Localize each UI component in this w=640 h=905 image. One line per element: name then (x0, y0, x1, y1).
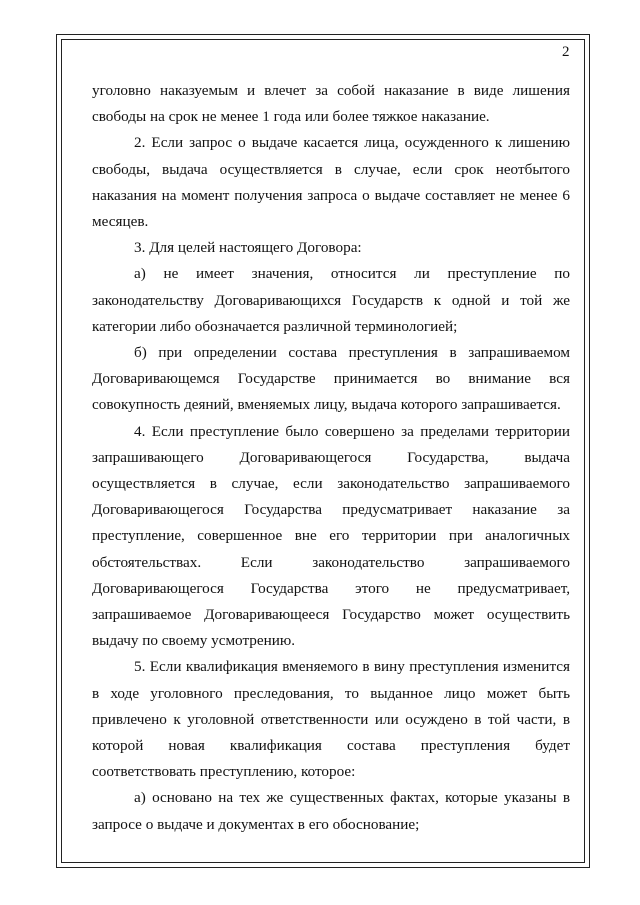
paragraph-item-4: 4. Если преступление было совершено за пределами территории запрашивающего Договаривающегося Государства, выдача осуществляется в случае, если законодательство запрашиваемого Договаривающегося Государства предусматривает наказание за преступление, совершенное вне его территории при аналогичных обстоятельствах. Если законодательство запрашиваемого Договаривающегося Государства этого не предусматривает, запрашиваемое Договаривающееся Государство может осуществить выдачу по своему усмотрению. (92, 422, 570, 650)
page-number: 2 (562, 44, 570, 60)
paragraph-item-3: 3. Для целей настоящего Договора: (134, 239, 362, 257)
paragraph-item-2: 2. Если запрос о выдаче касается лица, осужденного к лишению свободы, выдача осуществляется в случае, если срок неотбытого наказания на момент получения запроса о выдаче составляет не менее 6 месяцев. (92, 134, 570, 231)
paragraph-item-3b: б) при определении состава преступления в запрашиваемом Договаривающемся Государстве принимается во внимание вся совокупность деяний, вменяемых лицу, выдача которого запрашивается. (92, 344, 570, 414)
paragraph-item-5: 5. Если квалификация вменяемого в вину преступления изменится в ходе уголовного преследования, то выданное лицо может быть привлечено к уголовной ответственности или осуждено в той части, в которой новая квалификация состава преступления будет соответствовать преступлению, которое: (92, 658, 570, 781)
document-body (92, 78, 570, 838)
paragraph-item-3a: а) не имеет значения, относится ли преступление по законодательству Договаривающихся Государств к одной и той же категории либо обозначается различной терминологией; (92, 265, 570, 335)
paragraph-item-5a: а) основано на тех же существенных фактах, которые указаны в запросе о выдаче и документах в его обоснование; (92, 789, 570, 833)
paragraph-continuation: уголовно наказуемым и влечет за собой наказание в виде лишения свободы на срок не менее 1 года или более тяжкое наказание. (92, 82, 570, 126)
